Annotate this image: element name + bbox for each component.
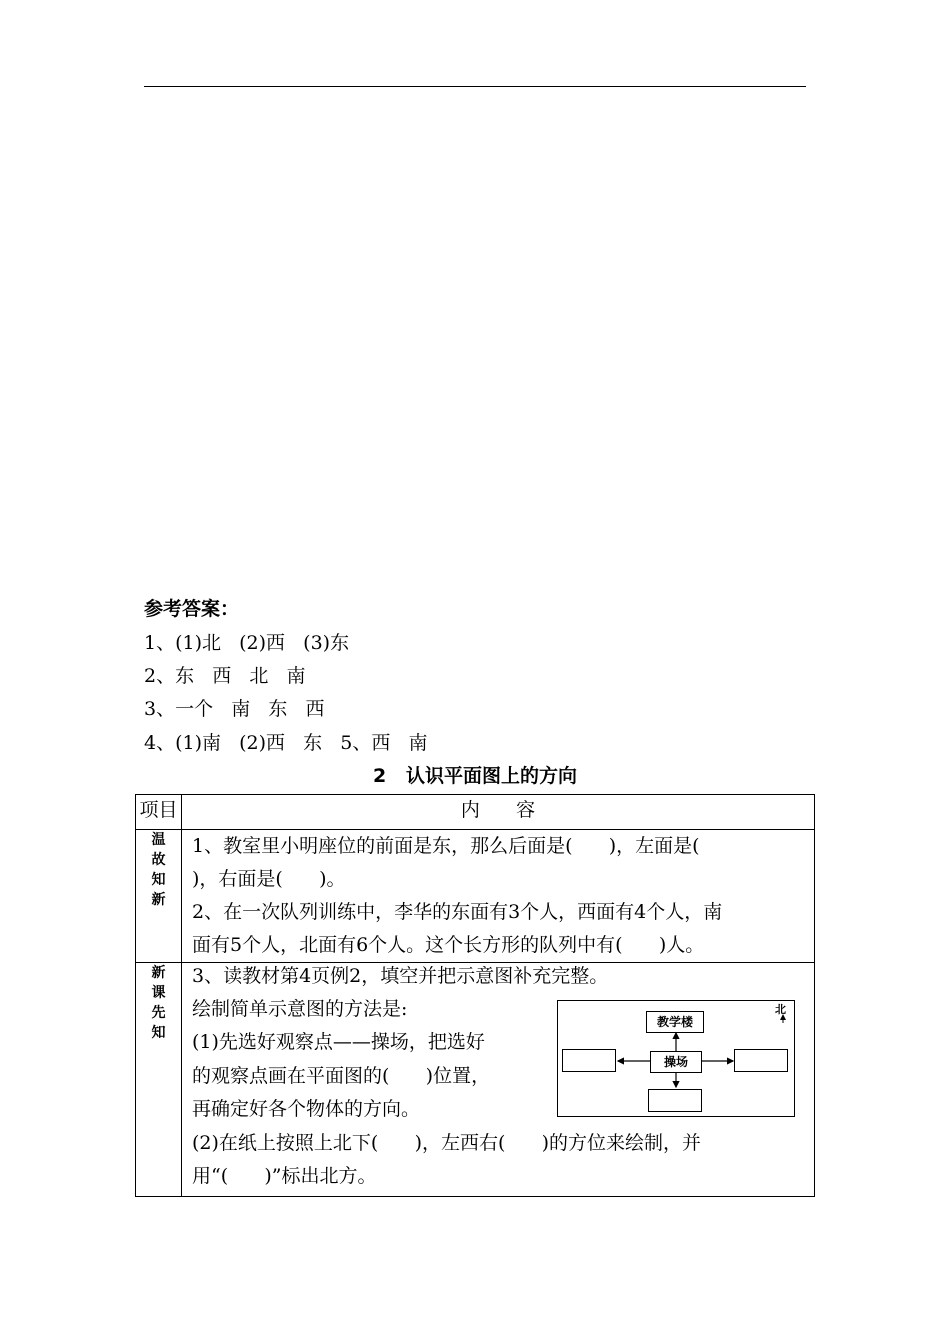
preview-line-7: 用“( )”标出北方。 — [192, 1165, 377, 1187]
table-header-row — [136, 795, 815, 830]
preview-line-4: 的观察点画在平面图的( )位置， — [192, 1065, 491, 1087]
answer-line-1: 1、(1)北 (2)西 (3)东 — [144, 632, 350, 654]
answer-line-3: 3、一个 南 东 西 — [144, 698, 325, 720]
row-label-review — [136, 830, 182, 963]
row-label-preview-text: 新课先知 — [151, 965, 166, 1041]
row-content-review — [182, 830, 815, 963]
row-label-review-text: 温故知新 — [151, 832, 166, 908]
preview-line-2: 绘制简单示意图的方法是: — [192, 998, 408, 1020]
header-content: 内 容 — [182, 795, 815, 830]
review-line-4: 面有5个人，北面有6个人。这个长方形的队列中有( )人。 — [192, 934, 705, 956]
answers-title: 参考答案： — [144, 598, 240, 620]
box-playground: 操场 — [650, 1051, 702, 1073]
row-label-preview — [136, 963, 182, 1197]
preview-line-6: (2)在纸上按照上北下( )，左西右( )的方位来绘制，并 — [192, 1132, 702, 1154]
preview-line-1: 3、读教材第4页例2，填空并把示意图补充完整。 — [192, 965, 609, 987]
box-west-blank — [562, 1049, 616, 1072]
section-title: 2 认识平面图上的方向 — [372, 765, 578, 787]
answer-line-4: 4、(1)南 (2)西 东 5、西 南 — [144, 732, 428, 754]
answer-line-2: 2、东 西 北 南 — [144, 665, 306, 687]
north-marker: 北 — [775, 1003, 786, 1016]
lesson-table — [135, 794, 815, 1197]
header-rule — [144, 86, 806, 87]
box-east-blank — [734, 1049, 788, 1072]
review-line-3: 2、在一次队列训练中，李华的东面有3个人，西面有4个人，南 — [192, 901, 723, 923]
preview-line-5: 再确定好各个物体的方向。 — [192, 1098, 421, 1120]
table-row-review — [136, 830, 815, 963]
review-line-2: )，右面是( )。 — [192, 868, 346, 890]
preview-line-3: (1)先选好观察点——操场，把选好 — [192, 1031, 485, 1053]
review-line-1: 1、教室里小明座位的前面是东，那么后面是( )，左面是( — [192, 835, 700, 857]
box-south-blank — [648, 1089, 702, 1112]
box-teaching-building: 教学楼 — [646, 1011, 704, 1033]
header-item: 项目 — [136, 795, 182, 830]
direction-diagram — [557, 1000, 795, 1117]
row-content-preview — [182, 963, 815, 1197]
table-row-preview — [136, 963, 815, 1197]
